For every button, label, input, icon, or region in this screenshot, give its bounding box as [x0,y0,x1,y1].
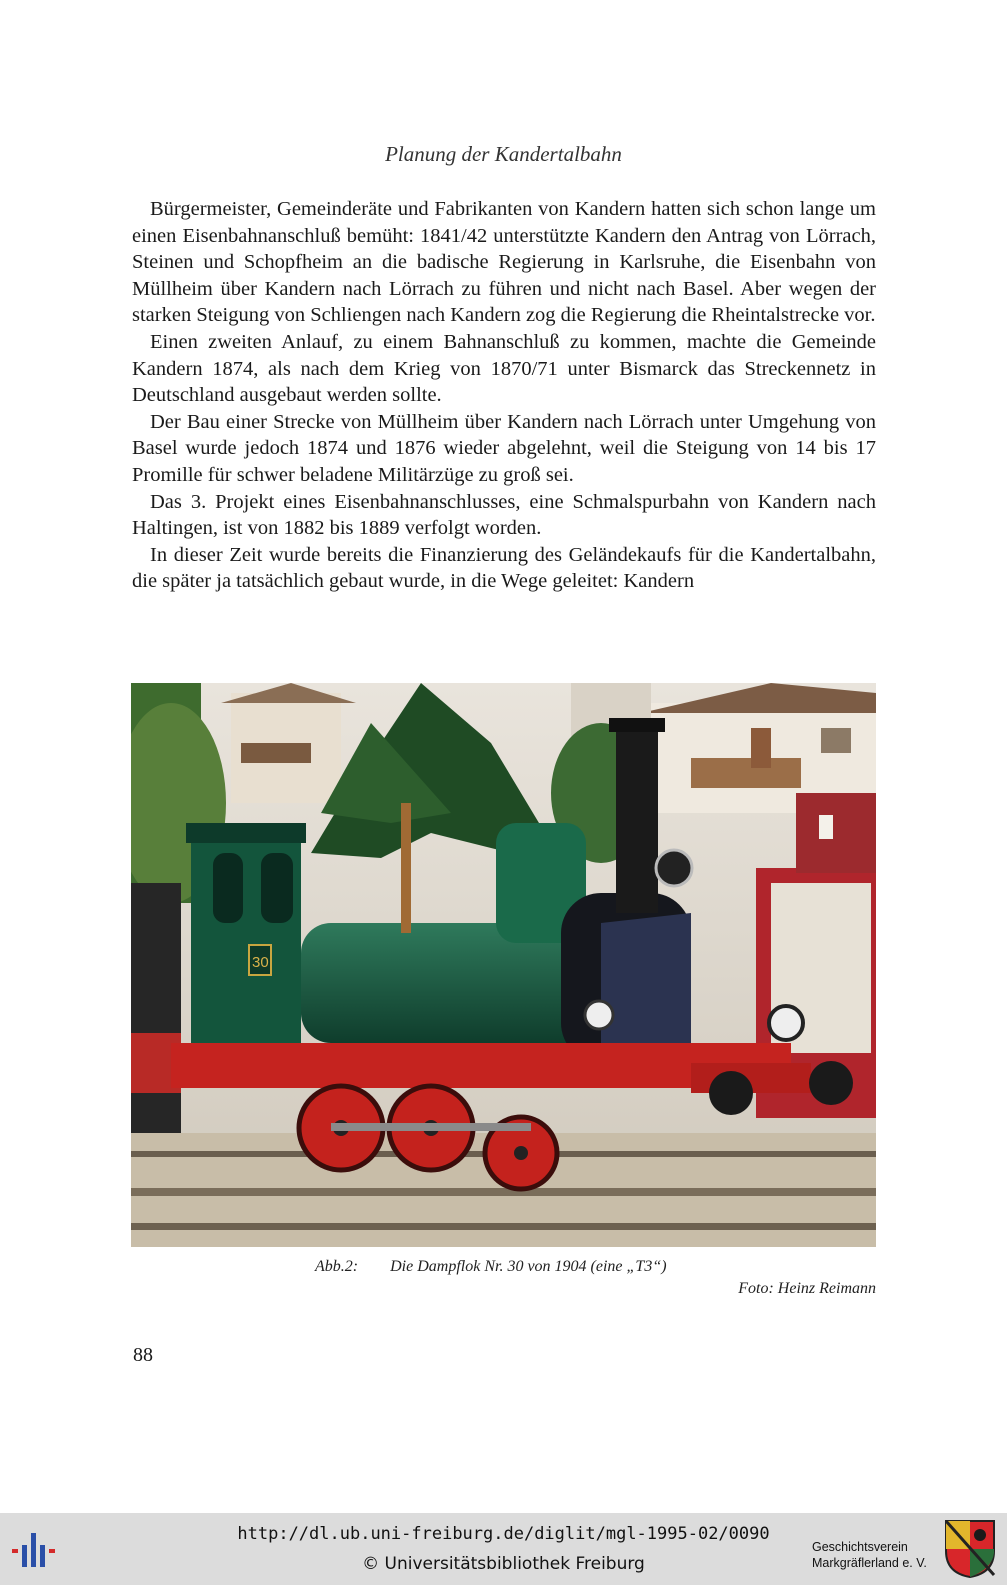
body-text [132,196,876,595]
caption-text: Die Dampflok Nr. 30 von 1904 (eine „T3“) [390,1258,667,1275]
paragraph-4: Das 3. Projekt eines Eisenbahnanschlusses, eine Schmalspurbahn von Kandern nach Haltingen, ist von 1882 bis 1889 verfolgt worden. [132,490,876,540]
paragraph-2: Einen zweiten Anlauf, zu einem Bahnanschluß zu kommen, machte die Gemeinde Kandern 1874, als nach dem Krieg von 1870/71 unter Bismarck das Streckennetz in Deutschland ausgebaut werden sollte. [132,330,876,407]
paragraph-1: Bürgermeister, Gemeinderäte und Fabrikanten von Kandern hatten sich schon lange um einen Eisenbahnanschluß bemüht: 1841/42 unterstützte Kandern den Antrag von Lörrach, Steinen und Schopfheim an die badische Regierung in Karlsruhe, die Eisenbahn von Müllheim über Kandern nach Lörrach zu führen und nicht nach Basel. Aber wegen der starken Steigung von Schliengen nach Kandern zog die Regierung die Rheintalstrecke vor. [132,198,876,327]
coat-of-arms-icon [944,1519,996,1579]
paragraph-5: In dieser Zeit wurde bereits die Finanzierung des Geländekaufs für die Kandertalbahn, die später ja tatsächlich gebaut wurde, in die Wege geleitet: Kandern [132,543,876,593]
paragraph-3: Der Bau einer Strecke von Müllheim über Kandern nach Lörrach unter Umgehung von Basel wurde jedoch 1874 und 1876 wieder abgelehnt, weil die Steigung von 14 bis 17 Promille für schwer beladene Militärzüge zu groß sei. [132,410,876,486]
page-number: 88 [133,1344,153,1366]
copyright-notice: © Universitätsbibliothek Freiburg [362,1554,645,1574]
caption-label: Abb.2: [315,1258,359,1275]
steam-locomotive-photo [131,683,876,1247]
society-name [812,1539,927,1571]
photo-credit: Foto: Heinz Reimann [738,1280,876,1297]
footer-bar [0,1513,1007,1585]
document-url[interactable]: http://dl.ub.uni-freiburg.de/diglit/mgl-1995-02/0090 [237,1524,770,1544]
page-header: Planung der Kandertalbahn [385,142,622,166]
society-line-2: Markgräflerland e. V. [812,1556,927,1570]
loco-number-plate: 30 [252,954,269,971]
figure-caption [315,1258,667,1276]
society-line-1: Geschichtsverein [812,1540,908,1554]
